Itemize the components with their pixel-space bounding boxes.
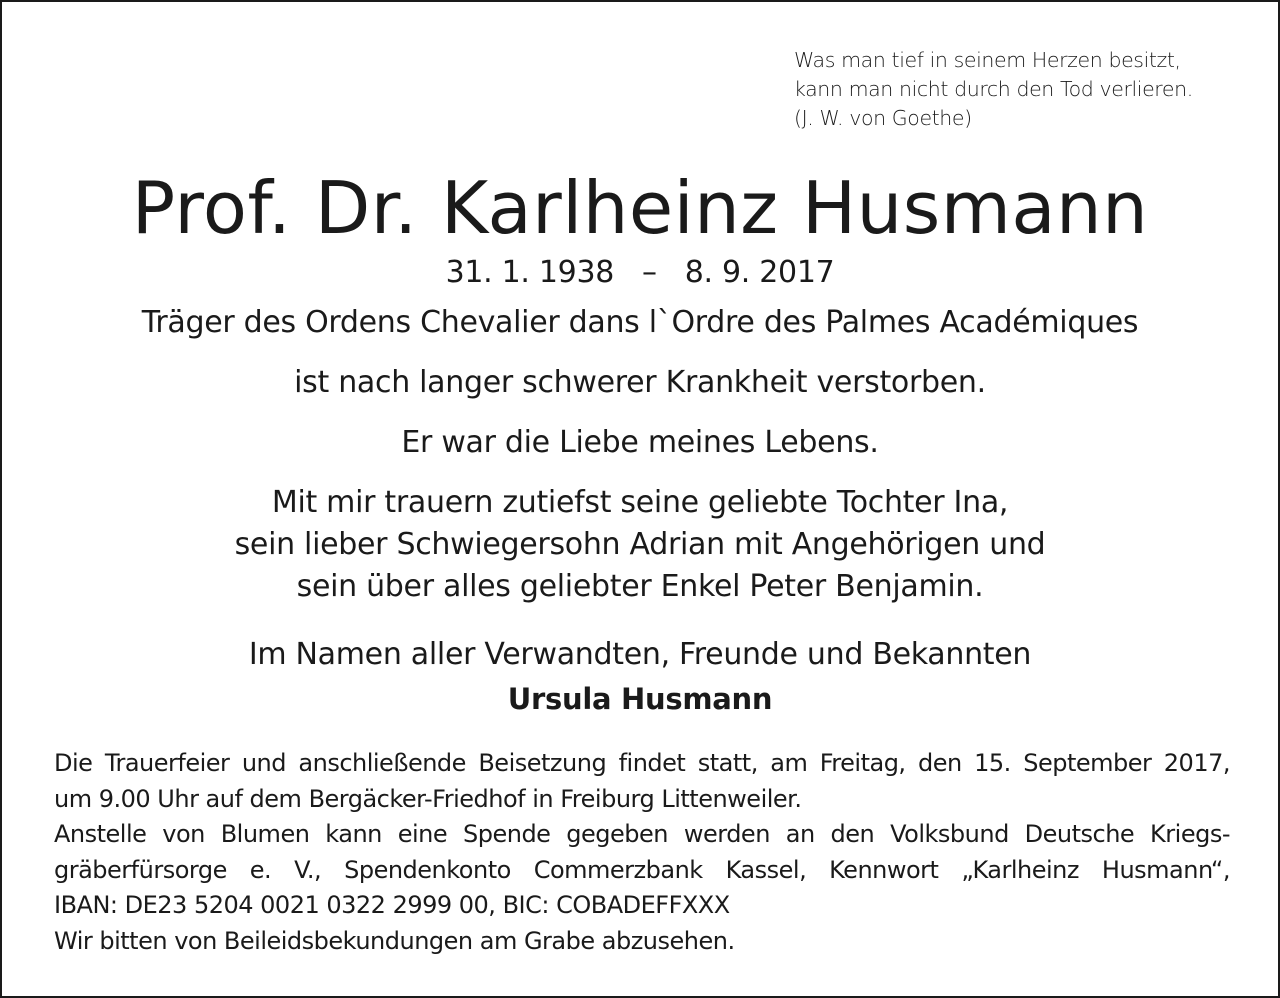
mourners-block <box>2 482 1278 608</box>
life-dates <box>2 252 1278 294</box>
mourners-line: sein über alles geliebter Enkel Peter Benjamin. <box>296 569 984 604</box>
birth-date: 31. 1. 1938 <box>445 255 615 290</box>
quote-attribution: (J. W. von Goethe) <box>794 106 972 130</box>
details-line: Die Trauerfeier und anschließende Beisetzung findet statt, am Freitag, den 15. September 2017, <box>54 749 1230 777</box>
details-line: um 9.00 Uhr auf dem Bergäcker-Friedhof in Freiburg Littenweiler. <box>54 784 802 813</box>
details-line: Wir bitten von Beileidsbekundungen am Grabe abzusehen. <box>54 926 735 955</box>
details-line: gräberfürsorge e. V., Spendenkonto Commerzbank Kassel, Kennwort „Karlheinz Husmann“, <box>54 855 1230 884</box>
mourners-line: sein lieber Schwiegersohn Adrian mit Angehörigen und <box>234 527 1046 562</box>
signer-name: Ursula Husmann <box>507 682 773 716</box>
goethe-quote <box>794 46 1193 133</box>
honor-line: Träger des Ordens Chevalier dans l`Ordre des Palmes Académiques <box>141 305 1139 340</box>
mourners-line: Mit mir trauern zutiefst seine geliebte Tochter Ina, <box>271 485 1009 520</box>
quote-line: Was man tief in seinem Herzen besitzt, <box>794 48 1181 72</box>
funeral-details <box>54 746 1230 959</box>
bank-details-line: IBAN: DE23 5204 0021 0322 2999 00, BIC: COBADEFFXXX <box>54 891 730 919</box>
quote-line: kann man nicht durch den Tod verlieren. <box>794 77 1193 101</box>
death-date: 8. 9. 2017 <box>684 255 835 290</box>
details-line: Anstelle von Blumen kann eine Spende gegeben werden an den Volksbund Deutsche Kriegs- <box>54 820 1230 848</box>
date-dash: – <box>642 255 657 290</box>
death-announcement: ist nach langer schwerer Krankheit verstorben. <box>294 365 986 400</box>
deceased-name: Prof. Dr. Karlheinz Husmann <box>131 166 1149 250</box>
love-statement: Er war die Liebe meines Lebens. <box>401 425 879 460</box>
on-behalf-line: Im Namen aller Verwandten, Freunde und Bekannten <box>248 637 1032 672</box>
